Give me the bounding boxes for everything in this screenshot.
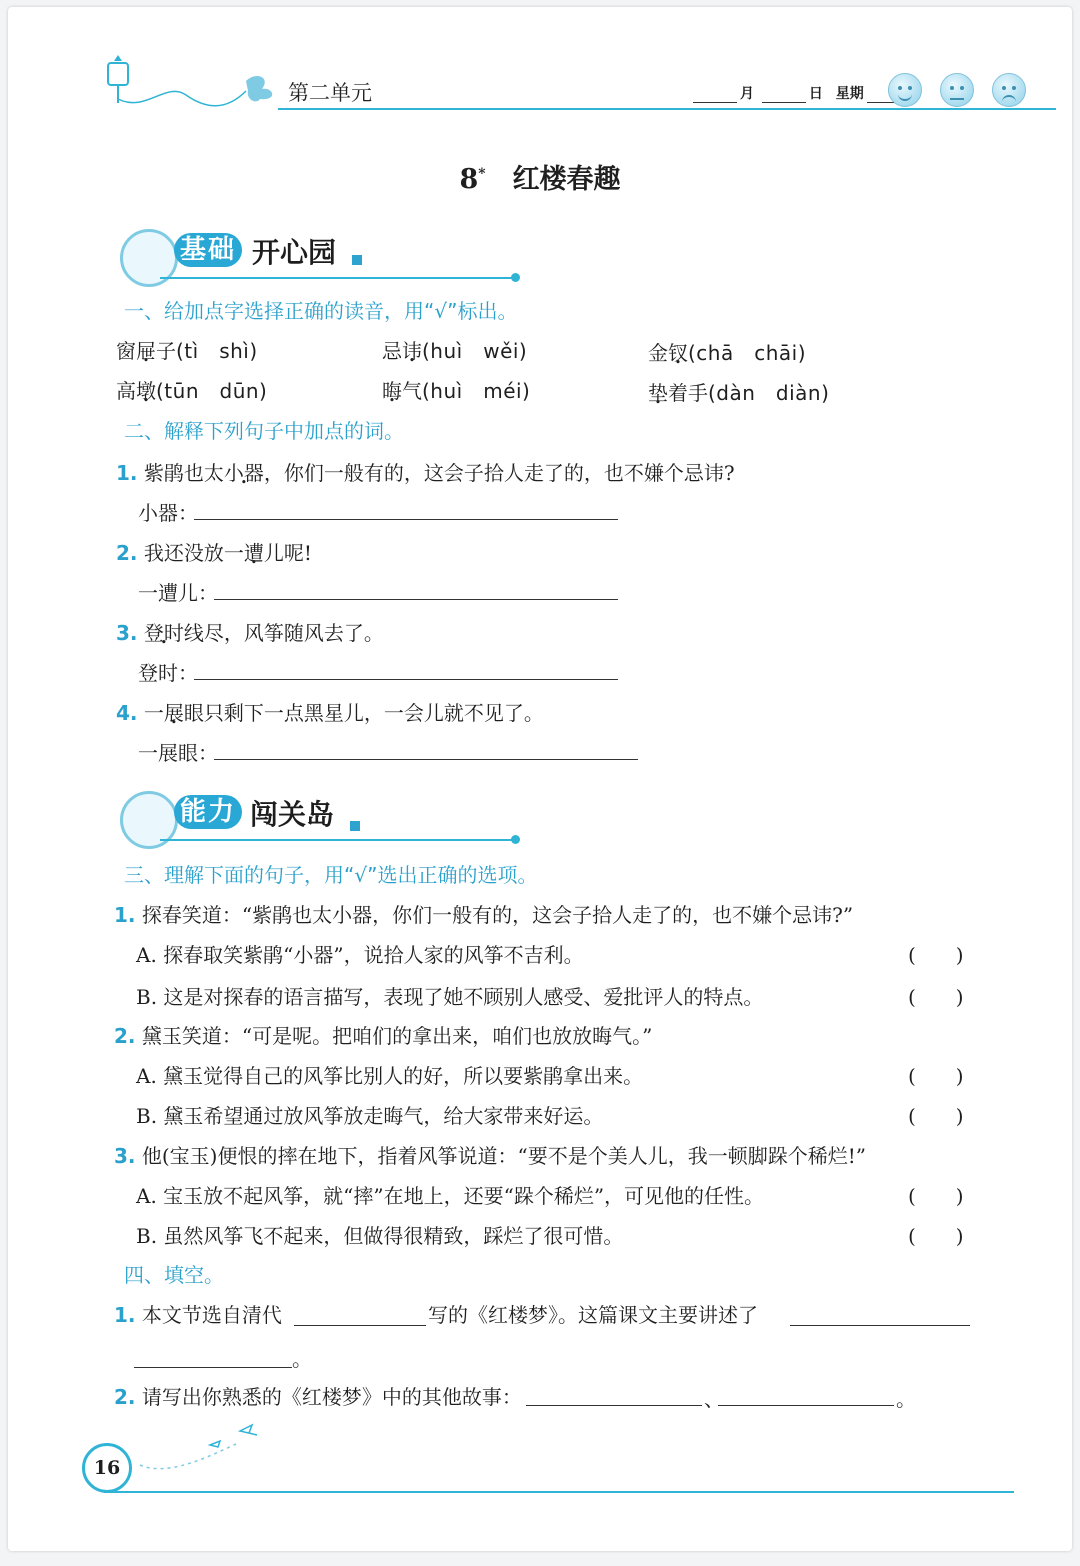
q1-item: 高墩(tūn dūn): [116, 379, 268, 403]
q1-item: 金钗(chā chāi): [648, 341, 807, 365]
story-blank-1[interactable]: [526, 1405, 702, 1406]
day-label: 日: [808, 86, 823, 102]
answer-parentheses[interactable]: ( ): [908, 1184, 964, 1208]
day-blank[interactable]: [762, 88, 806, 103]
header-rule: [278, 108, 1056, 110]
bird-trail-decoration: [128, 1417, 278, 1477]
author-blank[interactable]: [294, 1325, 426, 1326]
q3-option: B. 这是对探春的语言描写，表现了她不顾别人感受、爱批评人的特点。: [136, 985, 764, 1009]
q2-label: 一展眼：: [138, 741, 218, 765]
story-blank-2[interactable]: [718, 1405, 894, 1406]
section-title: 闯关岛: [250, 798, 335, 831]
unit-label: 第二单元: [288, 81, 372, 105]
q2-label: 小器：: [138, 501, 198, 525]
q4-heading: 四、填空。: [124, 1263, 224, 1287]
q1-item: 垫着手(dàn diàn): [648, 381, 830, 405]
q3-heading: 三、理解下面的句子，用“√”选出正确的选项。: [124, 863, 538, 887]
q3-question: 1. 探春笑道：“紫鹃也太小器，你们一般有的，这会子拾人走了的，也不嫌个忌讳?”: [114, 903, 854, 927]
answer-blank[interactable]: [214, 759, 638, 760]
period: 。: [896, 1387, 916, 1411]
q4-item-cont: 写的《红楼梦》。这篇课文主要讲述了: [428, 1303, 758, 1327]
q1-item: 窗屉子(tì shì): [116, 339, 258, 363]
q4-item: 2. 请写出你熟悉的《红楼梦》中的其他故事：: [114, 1385, 522, 1409]
section-badge: 能力: [174, 795, 242, 829]
q3-option: B. 虽然风筝飞不起来，但做得很精致，踩烂了很可惜。: [136, 1224, 624, 1248]
q3-option: B. 黛玉希望通过放风筝放走晦气，给大家带来好运。: [136, 1104, 604, 1128]
month-label: 月: [740, 86, 754, 102]
q3-option: A. 宝玉放不起风筝，就“摔”在地上，还要“跺个稀烂”，可见他的任性。: [136, 1184, 765, 1208]
section-title: 开心园: [252, 236, 337, 269]
month-blank[interactable]: [693, 88, 737, 103]
section-banner-basics: [120, 225, 520, 285]
lantern-vine-decoration: [96, 51, 286, 113]
q2-sentence: 3. 登时线尽，风筝随风去了。: [116, 621, 384, 645]
weekday-label: 星期: [835, 86, 864, 102]
q2-sentence: 4. 一展眼只剩下一点黑星儿，一会儿就不见了。: [116, 701, 544, 725]
date-fields: [690, 83, 914, 103]
q2-heading: 二、解释下列句子中加点的词。: [124, 419, 404, 443]
footer-rule: [104, 1491, 1014, 1493]
q1-item: 忌讳(huì wěi): [382, 339, 528, 363]
q1-item: 晦气(huì méi): [382, 379, 531, 403]
neutral-face-icon[interactable]: [940, 73, 974, 107]
sad-face-icon[interactable]: [992, 73, 1026, 107]
section-banner-ability: [120, 787, 520, 847]
q2-sentence: 1. 紫鹃也太小器，你们一般有的，这会子拾人走了的，也不嫌个忌讳?: [116, 461, 735, 485]
page-number: 16: [82, 1443, 132, 1493]
q3-question: 2. 黛玉笑道：“可是呢。把咱们的拿出来，咱们也放放晦气。”: [114, 1024, 653, 1048]
answer-parentheses[interactable]: ( ): [908, 1104, 964, 1128]
q3-option: A. 黛玉觉得自己的风筝比别人的好，所以要紫鹃拿出来。: [136, 1064, 644, 1088]
q2-label: 登时：: [138, 661, 198, 685]
q1-heading: 一、给加点字选择正确的读音，用“√”标出。: [124, 299, 518, 323]
answer-parentheses[interactable]: ( ): [908, 985, 964, 1009]
answer-parentheses[interactable]: ( ): [908, 943, 964, 967]
separator: 、: [704, 1387, 724, 1411]
summary-blank[interactable]: [790, 1325, 970, 1326]
answer-blank[interactable]: [194, 519, 618, 520]
workbook-page: [8, 7, 1072, 1551]
lesson-title: 8* 红楼春趣: [459, 164, 621, 195]
answer-parentheses[interactable]: ( ): [908, 1224, 964, 1248]
q3-question: 3. 他(宝玉)便恨的摔在地下，指着风筝说道：“要不是个美人儿，我一顿脚跺个稀烂!”: [114, 1144, 866, 1168]
period: 。: [292, 1347, 312, 1371]
q4-item: 1. 本文节选自清代: [114, 1303, 282, 1327]
answer-blank[interactable]: [214, 599, 618, 600]
happy-face-icon[interactable]: [888, 73, 922, 107]
answer-parentheses[interactable]: ( ): [908, 1064, 964, 1088]
q2-label: 一遭儿：: [138, 581, 218, 605]
section-badge: 基础: [174, 233, 242, 267]
answer-blank[interactable]: [194, 679, 618, 680]
summary-blank-cont[interactable]: [134, 1367, 292, 1368]
q3-option: A. 探春取笑紫鹃“小器”，说拾人家的风筝不吉利。: [136, 943, 584, 967]
q2-sentence: 2. 我还没放一遭儿呢!: [116, 541, 312, 565]
